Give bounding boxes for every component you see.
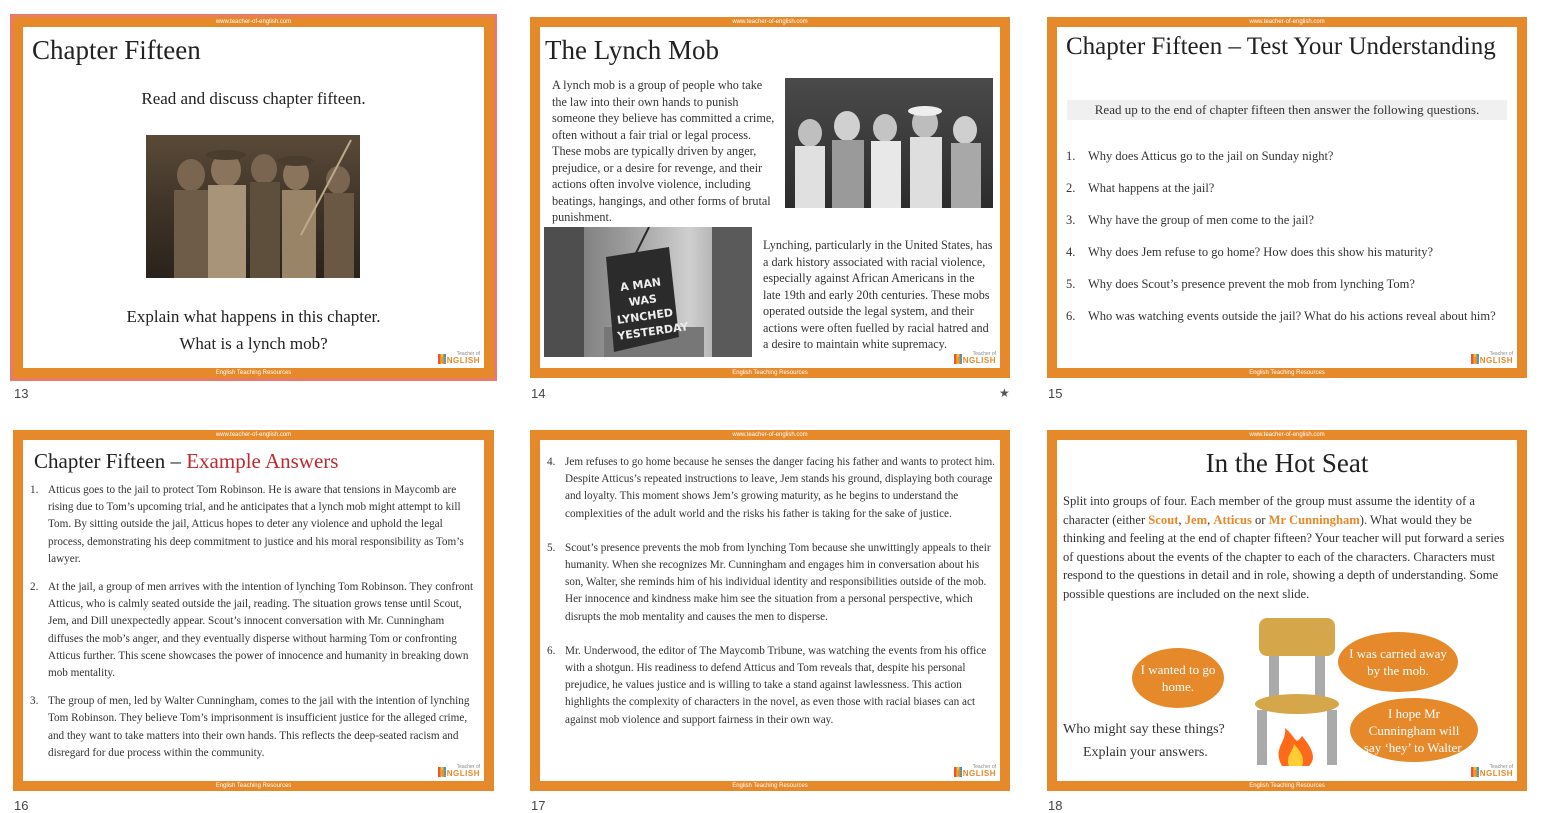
star-icon[interactable]: ★: [999, 386, 1010, 400]
instruction-banner: Read up to the end of chapter fifteen then answer the following questions.: [1067, 100, 1507, 120]
site-url: www.teacher-of-english.com: [1249, 432, 1325, 438]
slide-canvas: [23, 27, 484, 368]
slide-footer: English Teaching Resources: [215, 783, 292, 789]
site-url: www.teacher-of-english.com: [1249, 19, 1325, 25]
slide-title: Chapter Fifteen: [32, 35, 201, 65]
crowd-photo: [785, 78, 993, 208]
slide-number: 15: [1048, 386, 1063, 401]
answer-list: [547, 454, 995, 740]
slide-canvas: [540, 27, 1000, 368]
mob-photo: [146, 135, 360, 278]
slide-number: 14: [531, 386, 546, 401]
teacher-of-english-logo: Teacher of ENGLISH: [438, 764, 480, 778]
speech-bubble: I hope Mr Cunningham will say ‘hey’ to Walter.: [1350, 698, 1478, 762]
slide-title: The Lynch Mob: [545, 35, 719, 65]
list-item: 1. Atticus goes to the jail to protect Tom Robinson. He is aware that tensions in Maycomb are rising due to Tom’s upcoming trial, and he anticipates that a lynch mob might attempt to kill Tom. By sitting outside the jail, Atticus hopes to deter any violence and uphold the legal process, demonstrating his deep commitment to justice and his moral responsibility as Tom’s lawyer.: [30, 484, 464, 565]
list-item: 3. The group of men, led by Walter Cunningham, comes to the jail with the intention of lynching Tom Robinson. They believe Tom’s imprisonment is insufficient justice for the alleged crime, and they want to take matters into their own hands. This reflects the deep-seated racism and disregard for due process within the community.: [30, 695, 470, 759]
slide-canvas: [1057, 27, 1517, 368]
slide-text: What is a lynch mob?: [179, 334, 328, 353]
teacher-of-english-logo: Teacher of ENGLISH: [1471, 764, 1513, 778]
list-item: 3. Why have the group of men come to the jail?: [1066, 213, 1314, 227]
slide-thumbnail-14[interactable]: [530, 17, 1010, 378]
hot-seat-chair-icon: [1247, 618, 1347, 768]
slide-canvas: [540, 440, 1000, 781]
slide-number: 16: [14, 798, 29, 813]
teacher-of-english-logo: Teacher of ENGLISH: [1471, 351, 1513, 365]
slide-thumbnail-18[interactable]: [1047, 430, 1527, 791]
slide-footer: English Teaching Resources: [732, 370, 808, 376]
teacher-of-english-logo: Teacher of ENGLISH: [954, 764, 996, 778]
site-url: www.teacher-of-english.com: [732, 432, 808, 438]
slide-footer: English Teaching Resources: [732, 783, 808, 789]
mob-photo-image: [146, 135, 360, 278]
slide-title: In the Hot Seat: [1205, 448, 1369, 478]
slide-footer: English Teaching Resources: [1249, 370, 1325, 376]
site-url: www.teacher-of-english.com: [732, 19, 808, 25]
slide-text: Who might say these things?: [1063, 722, 1225, 737]
slide-canvas: [23, 440, 484, 781]
teacher-of-english-logo: Teacher of ENGLISH: [438, 351, 480, 365]
slide-text: Read and discuss chapter fifteen.: [141, 89, 366, 108]
slide-paragraph: Split into groups of four. Each member of the group must assume the identity of a character (either Scout, Jem, Atticus or Mr Cunningham). What would they be thinking and feeling at the end of chapter fifteen? Your teacher will put forward a series of questions about the events of the chapter to each of the characters. Characters must respond to the questions in detail and in role, showing a depth of understanding. Some possible questions are included on the next slide.: [1063, 494, 1505, 601]
slide-canvas: [1057, 440, 1517, 781]
slide-number: 13: [14, 386, 29, 401]
slide-footer: English Teaching Resources: [215, 370, 292, 376]
slide-text: Explain what happens in this chapter.: [126, 307, 381, 326]
slide-text: Explain your answers.: [1083, 745, 1208, 760]
slide-number: 17: [531, 798, 546, 813]
site-url: www.teacher-of-english.com: [215, 19, 292, 25]
speech-bubble: I was carried away by the mob.: [1338, 632, 1458, 692]
speech-bubble: I wanted to go home.: [1132, 648, 1224, 708]
list-item: 6. Mr. Underwood, the editor of The Maycomb Tribune, was watching the events from his office with a shotgun. His readiness to defend Atticus and Tom reveals that, despite his personal prejudice, he values justice and is willing to take a stand against lawlessness. This action highlights the complexity of characters in the novel, as even those with racial biases can act against mob violence and support fairness in their own way.: [547, 644, 987, 726]
list-item: 2. At the jail, a group of men arrives with the intention of lynching Tom Robinson. They confront Atticus, who is calmly seated outside the jail, reading. The situation grows tense until Scout, Jem, and Dill unexpectedly appear. Scout’s innocent conversation with Mr. Cunningham diffuses the mob’s anger, and they eventually disperse without harming Tom or confronting Atticus further. This scene showcases the power of innocence and humanity in breaking down mob mentality.: [30, 581, 474, 680]
list-item: 2. What happens at the jail?: [1066, 181, 1215, 195]
slide-thumbnail-17[interactable]: [530, 430, 1010, 791]
slide-thumbnail-15[interactable]: [1047, 17, 1527, 378]
answer-list: [30, 482, 477, 773]
slide-paragraph: A lynch mob is a group of people who take the law into their own hands to punish someone they believe has committed a crime, often without a fair trial or legal process. These mobs are typically driven by anger, prejudice, or a desire for revenge, and their actions often involve violence, including beatings, hangings, and other forms of brutal punishment.: [552, 78, 775, 224]
list-item: 1. Why does Atticus go to the jail on Sunday night?: [1066, 149, 1334, 163]
list-item: 5. Scout’s presence prevents the mob from lynching Tom because she unwittingly appeals to their humanity. When she recognizes Mr. Cunningham and engages him in conversation about his son, Walter, she reminds him of his individual identity and responsibilities outside of the mob. Her innocence and kindness make him see the situation from a personal perspective, which disrupts the mob mentality and causes the men to disperse.: [547, 541, 991, 623]
list-item: 6. Who was watching events outside the jail? What do his actions reveal about him?: [1066, 309, 1496, 323]
slide-thumbnail-13[interactable]: [13, 17, 494, 378]
protest-photo: [544, 227, 752, 357]
slide-paragraph: Lynching, particularly in the United States, has a dark history associated with racial violence, especially against African Americans in the late 19th and early 20th centuries. These mobs operated outside the legal system, and their actions were often fuelled by racial hatred and a desire to maintain white supremacy.: [763, 238, 993, 351]
flag-text: A MAN WAS LYNCHED YESTERDAY: [616, 275, 690, 343]
list-item: 5. Why does Scout’s presence prevent the mob from lynching Tom?: [1066, 277, 1415, 291]
slide-title: Chapter Fifteen – Example Answers: [34, 449, 339, 473]
question-list: [1066, 149, 1496, 341]
slide-number: 18: [1048, 798, 1063, 813]
slide-title: Chapter Fifteen – Test Your Understanding: [1066, 33, 1496, 60]
list-item: 4. Why does Jem refuse to go home? How does this show his maturity?: [1066, 245, 1434, 259]
crowd-photo-image: [785, 78, 993, 208]
list-item: 4. Jem refuses to go home because he senses the danger facing his father and wants to protect him. Despite Atticus’s repeated instructions to leave, Jem stands his ground, displaying both courage and loyalty. This moment shows Jem’s growing maturity, as he begins to understand the complexities of the adult world and the risks his father is taking for the sake of justice.: [547, 456, 995, 520]
site-url: www.teacher-of-english.com: [215, 432, 292, 438]
slide-thumbnail-16[interactable]: [13, 430, 494, 791]
teacher-of-english-logo: Teacher of ENGLISH: [954, 351, 996, 365]
slide-footer: English Teaching Resources: [1249, 783, 1325, 789]
